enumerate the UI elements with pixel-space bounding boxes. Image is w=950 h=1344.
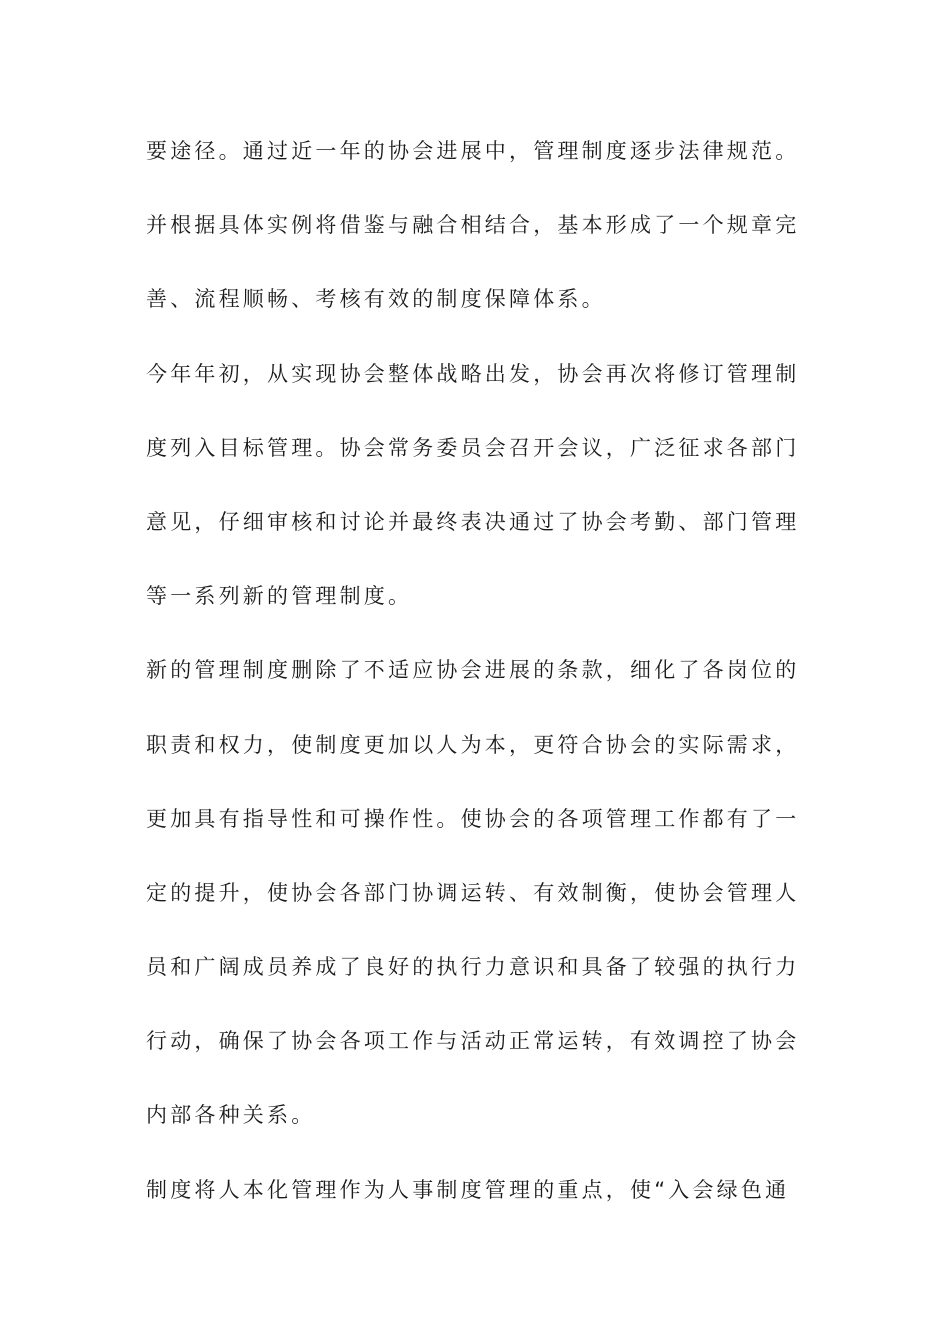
text-line: 内部各种关系。 xyxy=(146,1103,316,1128)
text-line: 行动，确保了协会各项工作与活动正常运转，有效调控了协会 xyxy=(146,1029,800,1054)
document-body xyxy=(146,127,806,1240)
text-line: 善、流程顺畅、考核有效的制度保障体系。 xyxy=(146,287,606,312)
text-line: 等一系列新的管理制度。 xyxy=(146,584,413,609)
text-line: 今年年初，从实现协会整体战略出发，协会再次将修订管理制 xyxy=(146,361,800,386)
text-line: 员和广阔成员养成了良好的执行力意识和具备了较强的执行力 xyxy=(146,955,800,980)
text-line: 度列入目标管理。协会常务委员会召开会议，广泛征求各部门 xyxy=(146,435,800,460)
text-line: 更加具有指导性和可操作性。使协会的各项管理工作都有了一 xyxy=(146,806,800,831)
text-line: 定的提升，使协会各部门协调运转、有效制衡，使协会管理人 xyxy=(146,880,800,905)
text-line: 要途径。通过近一年的协会进展中，管理制度逐步法律规范。 xyxy=(146,139,800,163)
text-line: 意见，仔细审核和讨论并最终表决通过了协会考勤、部门管理 xyxy=(146,509,800,534)
text-line: 制度将人本化管理作为人事制度管理的重点，使“入会绿色通 xyxy=(146,1177,790,1202)
text-line: 职责和权力，使制度更加以人为本，更符合协会的实际需求， xyxy=(146,732,800,757)
text-line: 并根据具体实例将借鉴与融合相结合，基本形成了一个规章完 xyxy=(146,213,800,238)
text-line: 新的管理制度删除了不适应协会进展的条款，细化了各岗位的 xyxy=(146,658,800,683)
